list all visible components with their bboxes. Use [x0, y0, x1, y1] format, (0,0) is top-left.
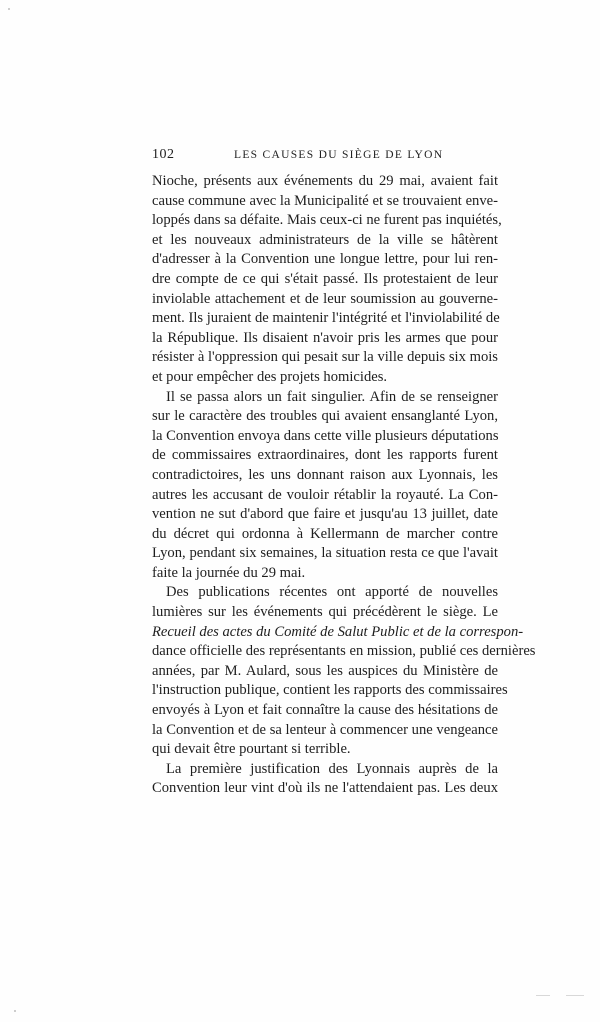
text-line: années, par M. Aulard, sous les auspices du Ministère de	[152, 662, 498, 679]
text-line: faite la journée du 29 mai.	[152, 564, 306, 581]
text-line: l'instruction publique, contient les rapports des commissaires	[152, 682, 508, 699]
text-line: résister à l'oppression qui pesait sur la ville depuis six mois	[152, 349, 498, 366]
scan-speck	[8, 8, 10, 10]
text-line: dre compte de ce qui s'était passé. Ils protestaient de leur	[152, 270, 498, 287]
paragraph-4	[152, 760, 498, 799]
running-head	[152, 147, 500, 167]
text-line: Convention leur vint d'où ils ne l'attendaient pas. Les deux	[152, 780, 498, 797]
paragraph-3	[152, 583, 536, 759]
text-line: Lyon, pendant six semaines, la situation resta ce que l'avait	[152, 545, 498, 562]
italic-title-line: Recueil des actes du Comité de Salut Public et de la correspon-	[152, 623, 524, 640]
paragraph-2	[152, 388, 498, 584]
text-line: envoyés à Lyon et fait connaître la cause des hésitations de	[152, 702, 498, 719]
text-line: La première justification des Lyonnais auprès de la	[166, 760, 498, 777]
text-line: loppés dans sa défaite. Mais ceux-ci ne furent pas inquiétés,	[152, 212, 502, 229]
text-line: inviolable attachement et de leur soumission au gouverne-	[152, 290, 498, 307]
text-line: sur le caractère des troubles qui avaient ensanglanté Lyon,	[152, 408, 498, 425]
text-line: du décret qui ordonna à Kellermann de marcher contre	[152, 525, 498, 542]
body-text	[152, 172, 536, 799]
text-line: vention ne sut d'abord que faire et jusqu'au 13 juillet, date	[152, 506, 498, 523]
text-line: la République. Ils disaient n'avoir pris les armes que pour	[152, 329, 498, 346]
text-line: la Convention envoya dans cette ville plusieurs députations	[152, 427, 499, 444]
text-line: autres les accusant de vouloir rétablir la royauté. La Con-	[152, 486, 498, 503]
text-line: Il se passa alors un fait singulier. Afin de se renseigner	[166, 388, 498, 405]
page-number: 102	[152, 147, 175, 162]
scan-speck	[14, 1010, 16, 1012]
text-line: d'adresser à la Convention une longue lettre, pour lui ren-	[152, 251, 498, 268]
scan-edge-mark	[536, 995, 550, 996]
text-line: de commissaires extraordinaires, dont les rapports furent	[152, 447, 498, 464]
text-line: contradictoires, les uns donnant raison aux Lyonnais, les	[152, 466, 498, 483]
text-line	[152, 623, 524, 643]
text-line: et pour empêcher des projets homicides.	[152, 368, 388, 385]
text-line: lumières sur les événements qui précédèrent le siège. Le	[152, 604, 498, 621]
scan-edge-mark	[566, 995, 584, 996]
text-line: Nioche, présents aux événements du 29 mai, avaient fait	[152, 173, 498, 189]
text-line: ment. Ils juraient de maintenir l'intégrité et l'inviolabilité de	[152, 310, 500, 327]
text-line: dance officielle des représentants en mission, publié ces dernières	[152, 643, 536, 660]
text-line: cause commune avec la Municipalité et se trouvaient enve-	[152, 192, 498, 209]
text-line: et les nouveaux administrateurs de la ville se hâtèrent	[152, 231, 498, 248]
paragraph-1	[152, 172, 502, 388]
text-line: Des publications récentes ont apporté de nouvelles	[166, 584, 498, 601]
text-line: qui devait être pourtant si terrible.	[152, 741, 351, 758]
running-title: LES CAUSES DU SIÈGE DE LYON	[234, 149, 444, 161]
text-line: la Convention et de sa lenteur à commencer une vengeance	[152, 721, 498, 738]
